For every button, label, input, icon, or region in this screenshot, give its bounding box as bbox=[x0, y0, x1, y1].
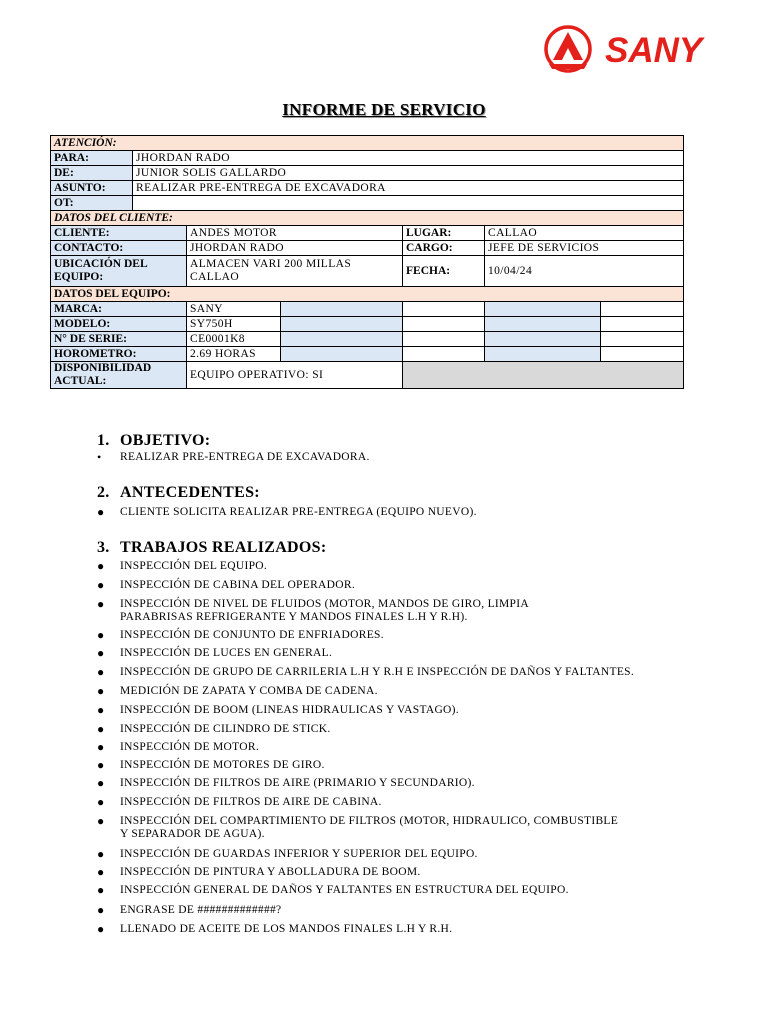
list-item: ● INSPECCIÓN DEL COMPARTIMIENTO DE FILTROS (MOTOR, HIDRAULICO, COMBUSTIBLE Y SEPARADOR DE AGUA). bbox=[97, 814, 619, 840]
section-number: 1. bbox=[97, 432, 110, 449]
empty-cell bbox=[403, 302, 485, 317]
list-item: ● CLIENTE SOLICITA REALIZAR PRE-ENTREGA (EQUIPO NUEVO). bbox=[97, 505, 477, 519]
empty-cell bbox=[403, 317, 485, 332]
list-item: ● INSPECCIÓN DE GRUPO DE CARRILERIA L.H Y R.H E INSPECCIÓN DE DAÑOS Y FALTANTES. bbox=[97, 665, 635, 679]
bullet-icon: ● bbox=[97, 847, 105, 861]
empty-cell bbox=[485, 347, 601, 362]
cliente-row bbox=[51, 226, 684, 241]
section-number: 3. bbox=[97, 539, 110, 556]
list-item: ● INSPECCIÓN DE CABINA DEL OPERADOR. bbox=[97, 578, 355, 592]
serie-value: CE0001K8 bbox=[187, 332, 281, 347]
cargo-label: CARGO: bbox=[403, 241, 485, 256]
marca-value: SANY bbox=[187, 302, 281, 317]
attention-heading: ATENCIÓN: bbox=[51, 136, 684, 151]
list-item: ● INSPECCIÓN DE PINTURA Y ABOLLADURA DE BOOM. bbox=[97, 865, 421, 879]
list-item: ● LLENADO DE ACEITE DE LOS MANDOS FINALES L.H Y R.H. bbox=[97, 922, 453, 936]
modelo-row bbox=[51, 317, 684, 332]
section-objetivo-heading bbox=[97, 432, 210, 450]
ot-value bbox=[133, 196, 684, 211]
list-item: ● INSPECCIÓN DE MOTOR. bbox=[97, 740, 260, 754]
client-data-row bbox=[51, 211, 684, 226]
modelo-label: MODELO: bbox=[51, 317, 187, 332]
bullet-icon: ● bbox=[97, 814, 105, 828]
trabajos-list bbox=[96, 560, 696, 942]
bullet-icon: ● bbox=[97, 776, 105, 790]
empty-cell bbox=[601, 347, 684, 362]
ot-label: OT: bbox=[51, 196, 133, 211]
client-data-heading: DATOS DEL CLIENTE: bbox=[51, 211, 684, 226]
bullet-icon: ● bbox=[97, 559, 105, 573]
list-item: ● MEDICIÓN DE ZAPATA Y COMBA DE CADENA. bbox=[97, 684, 378, 698]
lugar-value: CALLAO bbox=[485, 226, 684, 241]
asunto-row bbox=[51, 181, 684, 196]
list-item: ● INSPECCIÓN DE FILTROS DE AIRE (PRIMARIO Y SECUNDARIO). bbox=[97, 776, 475, 790]
empty-cell bbox=[403, 332, 485, 347]
cargo-value: JEFE DE SERVICIOS bbox=[485, 241, 684, 256]
ubicacion-row bbox=[51, 256, 684, 287]
empty-cell bbox=[403, 347, 485, 362]
empty-cell bbox=[485, 332, 601, 347]
lugar-label: LUGAR: bbox=[403, 226, 485, 241]
sany-logo-text: SANY bbox=[605, 31, 703, 70]
section-title: OBJETIVO: bbox=[120, 432, 211, 449]
bullet-icon: ● bbox=[97, 703, 105, 717]
horometro-value: 2.69 HORAS bbox=[187, 347, 281, 362]
sany-logo-mark bbox=[543, 24, 743, 76]
attention-row bbox=[51, 136, 684, 151]
serie-label: N° DE SERIE: bbox=[51, 332, 187, 347]
contacto-row bbox=[51, 241, 684, 256]
list-item: ● INSPECCIÓN DE BOOM (LINEAS HIDRAULICAS Y VASTAGO). bbox=[97, 703, 459, 717]
bullet-icon: ● bbox=[97, 883, 105, 897]
horometro-label: HOROMETRO: bbox=[51, 347, 187, 362]
de-row bbox=[51, 166, 684, 181]
disponibilidad-label-line-1: DISPONIBILIDAD bbox=[54, 362, 152, 374]
bullet-icon: ● bbox=[97, 665, 105, 679]
sany-logo bbox=[543, 24, 743, 76]
para-label: PARA: bbox=[51, 151, 133, 166]
disponibilidad-value: EQUIPO OPERATIVO: SI bbox=[187, 362, 403, 389]
section-title: ANTECEDENTES: bbox=[120, 484, 260, 501]
bullet-icon: ● bbox=[97, 903, 105, 917]
list-item: ● INSPECCIÓN DEL EQUIPO. bbox=[97, 559, 268, 573]
bullet-icon: ● bbox=[97, 922, 105, 936]
objetivo-list bbox=[96, 451, 696, 464]
ubicacion-label bbox=[51, 256, 187, 287]
list-item: ● INSPECCIÓN DE GUARDAS INFERIOR Y SUPERIOR DEL EQUIPO. bbox=[97, 847, 478, 861]
ubicacion-label-line-1: UBICACIÓN DEL bbox=[54, 258, 148, 270]
equipment-data-heading: DATOS DEL EQUIPO: bbox=[51, 287, 684, 302]
disponibilidad-row bbox=[51, 362, 684, 389]
ot-row bbox=[51, 196, 684, 211]
header-form-table bbox=[50, 135, 684, 389]
equipment-data-row bbox=[51, 287, 684, 302]
empty-cell bbox=[485, 317, 601, 332]
horometro-row bbox=[51, 347, 684, 362]
bullet-icon: ● bbox=[97, 758, 105, 772]
disponibilidad-empty-cell bbox=[403, 362, 684, 389]
empty-cell bbox=[601, 332, 684, 347]
asunto-label: ASUNTO: bbox=[51, 181, 133, 196]
cliente-value: ANDES MOTOR bbox=[187, 226, 403, 241]
empty-cell bbox=[281, 302, 403, 317]
disponibilidad-label bbox=[51, 362, 187, 389]
list-item: ● INSPECCIÓN DE LUCES EN GENERAL. bbox=[97, 646, 333, 660]
empty-cell bbox=[601, 302, 684, 317]
contacto-value: JHORDAN RADO bbox=[187, 241, 403, 256]
document-title: INFORME DE SERVICIO bbox=[282, 100, 486, 119]
marca-row bbox=[51, 302, 684, 317]
bullet-icon: ● bbox=[97, 597, 105, 611]
empty-cell bbox=[281, 347, 403, 362]
bullet-icon: ● bbox=[97, 578, 105, 592]
list-item: ● INSPECCIÓN DE CILINDRO DE STICK. bbox=[97, 722, 331, 736]
bullet-icon: ● bbox=[97, 740, 105, 754]
cliente-label: CLIENTE: bbox=[51, 226, 187, 241]
empty-cell bbox=[601, 317, 684, 332]
bullet-icon: ● bbox=[97, 722, 105, 736]
modelo-value: SY750H bbox=[187, 317, 281, 332]
de-label: DE: bbox=[51, 166, 133, 181]
bullet-icon: ● bbox=[97, 684, 105, 698]
para-row bbox=[51, 151, 684, 166]
fecha-value: 10/04/24 bbox=[485, 256, 684, 287]
antecedentes-list bbox=[96, 506, 696, 519]
para-value: JHORDAN RADO bbox=[133, 151, 684, 166]
section-title: TRABAJOS REALIZADOS: bbox=[120, 539, 327, 556]
bullet-icon: ● bbox=[97, 865, 105, 879]
list-item: ● INSPECCIÓN DE MOTORES DE GIRO. bbox=[97, 758, 325, 772]
section-trabajos-heading bbox=[97, 539, 326, 557]
list-item: ● INSPECCIÓN DE FILTROS DE AIRE DE CABINA. bbox=[97, 795, 382, 809]
de-value: JUNIOR SOLIS GALLARDO bbox=[133, 166, 684, 181]
list-item: ● INSPECCIÓN DE CONJUNTO DE ENFRIADORES. bbox=[97, 628, 384, 642]
empty-cell bbox=[281, 317, 403, 332]
bullet-icon: • bbox=[97, 450, 102, 464]
serie-row bbox=[51, 332, 684, 347]
ubicacion-value-line-1: ALMACEN VARI 200 MILLAS bbox=[190, 258, 352, 270]
section-number: 2. bbox=[97, 484, 110, 501]
list-item: ● INSPECCIÓN DE NIVEL DE FLUIDOS (MOTOR, MANDOS DE GIRO, LIMPIA PARABRISAS REFRIGERANTE Y MANDOS FINALES L.H Y R.H). bbox=[97, 597, 529, 623]
marca-label: MARCA: bbox=[51, 302, 187, 317]
contacto-label: CONTACTO: bbox=[51, 241, 187, 256]
empty-cell bbox=[485, 302, 601, 317]
fecha-label: FECHA: bbox=[403, 256, 485, 287]
ubicacion-value-line-2: CALLAO bbox=[190, 271, 240, 283]
asunto-value: REALIZAR PRE-ENTREGA DE EXCAVADORA bbox=[133, 181, 684, 196]
list-item: ● ENGRASE DE #############? bbox=[97, 903, 282, 917]
bullet-icon: ● bbox=[97, 795, 105, 809]
section-antecedentes-heading bbox=[97, 484, 260, 502]
ubicacion-value bbox=[187, 256, 403, 287]
list-item: • REALIZAR PRE-ENTREGA DE EXCAVADORA. bbox=[97, 450, 370, 464]
bullet-icon: ● bbox=[97, 505, 105, 519]
list-item: ● INSPECCIÓN GENERAL DE DAÑOS Y FALTANTES EN ESTRUCTURA DEL EQUIPO. bbox=[97, 883, 569, 897]
ubicacion-label-line-2: EQUIPO: bbox=[54, 271, 104, 283]
empty-cell bbox=[281, 332, 403, 347]
bullet-icon: ● bbox=[97, 628, 105, 642]
bullet-icon: ● bbox=[97, 646, 105, 660]
disponibilidad-label-line-2: ACTUAL: bbox=[54, 375, 107, 387]
